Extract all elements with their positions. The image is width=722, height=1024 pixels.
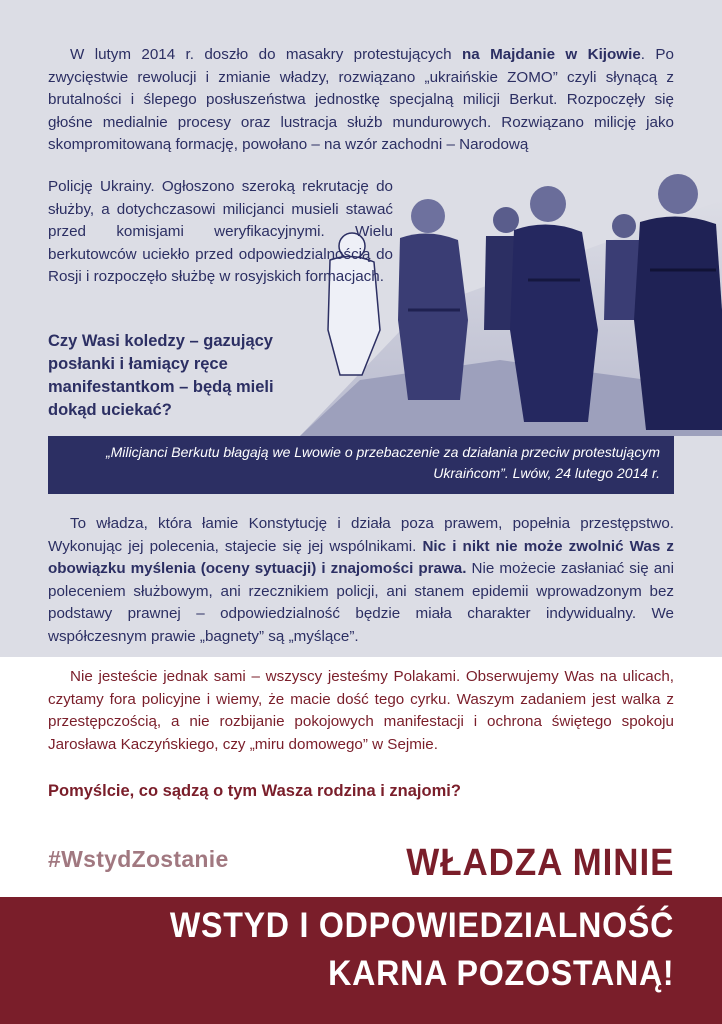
slogan-line-2: WSTYD I ODPOWIEDZIALNOŚĆ xyxy=(169,906,674,945)
intro-text-c: . Po zwycięstwie rewolucji i zmianie władzy, rozwiązano „ukraińskie ZOMO” czyli słynącą z brutalności i ślepego posłuszeństwa jednostkę specjalną milicji Berkut. Rozpoczęły się głośne medialnie procesy oraz lustracja służb mundurowych. Rozwiązano milicję jako skompromitowaną formację, powołano – na wzór zachodni – Narodową xyxy=(48,46,674,153)
question-heading: Czy Wasi koledzy – gazujący posłanki i łamiący ręce manifestantkom – będą mieli dokąd uciekać? xyxy=(48,332,274,419)
intro-paragraph xyxy=(48,44,674,157)
intro-text-a: W lutym 2014 r. doszło do masakry protestujących xyxy=(70,46,462,63)
law-text-bold: Nic i nikt nie może zwolnić Was z obowiązku myślenia (oceny sytuacji) i znajomości prawa. xyxy=(48,537,675,577)
law-text-a: To władza, która łamie Konstytucję i działa poza prawem, popełnia przestępstwo. Wykonując jej polecenia, stajecie się jej wspólnikami. xyxy=(48,515,674,555)
law-paragraph xyxy=(48,513,674,648)
intro-paragraph-continued: Policję Ukrainy. Ogłoszono szeroką rekrutację do służby, a dotychczasowi milicjanci musieli stawać przed komisjami weryfikacyjnymi. Wielu berkutowców uciekło przed odpowiedzialnością do Rosji i rozpoczęło służbę w rosyjskich formacjach. xyxy=(48,178,393,285)
figure-4 xyxy=(510,186,598,422)
hashtag: #WstydZostanie xyxy=(48,846,229,872)
slogan-line-3: KARNA POZOSTANĄ! xyxy=(327,954,674,993)
law-text-c: Nie możecie zasłaniać się ani poleceniem służbowym, ani rzecznikiem policji, ani stanem epidemii wprowadzonym bez podstawy prawnej – odpowiedzialność będzie miała charakter indywidualny. We współczesnym prawie „bagnety” są „myślące”. xyxy=(48,560,674,645)
closing-question: Pomyślcie, co sądzą o tym Wasza rodzina i znajomi? xyxy=(48,782,461,800)
photo-caption xyxy=(48,436,674,494)
solidarity-paragraph: Nie jesteście jednak sami – wszyscy jesteśmy Polakami. Obserwujemy Was na ulicach, czytamy fora policyjne i wiemy, że macie dość tego cyrku. Waszym zadaniem jest walka z przestępczością, a nie rozbijanie pokojowych manifestacji i ochrona świętego spokoju Jarosława Kaczyńskiego, czy „miru domowego” w Sejmie. xyxy=(48,668,674,753)
intro-text-bold: na Majdanie w Kijowie xyxy=(461,46,641,63)
figure-2 xyxy=(398,199,468,400)
photo-caption-text: „Milicjanci Berkutu błagają we Lwowie o przebaczenie za działania przeciw protestującym Ukraińcom”. Lwów, 24 lutego 2014 r. xyxy=(105,444,660,481)
slogan-line-1: WŁADZA MINIE xyxy=(405,842,674,884)
